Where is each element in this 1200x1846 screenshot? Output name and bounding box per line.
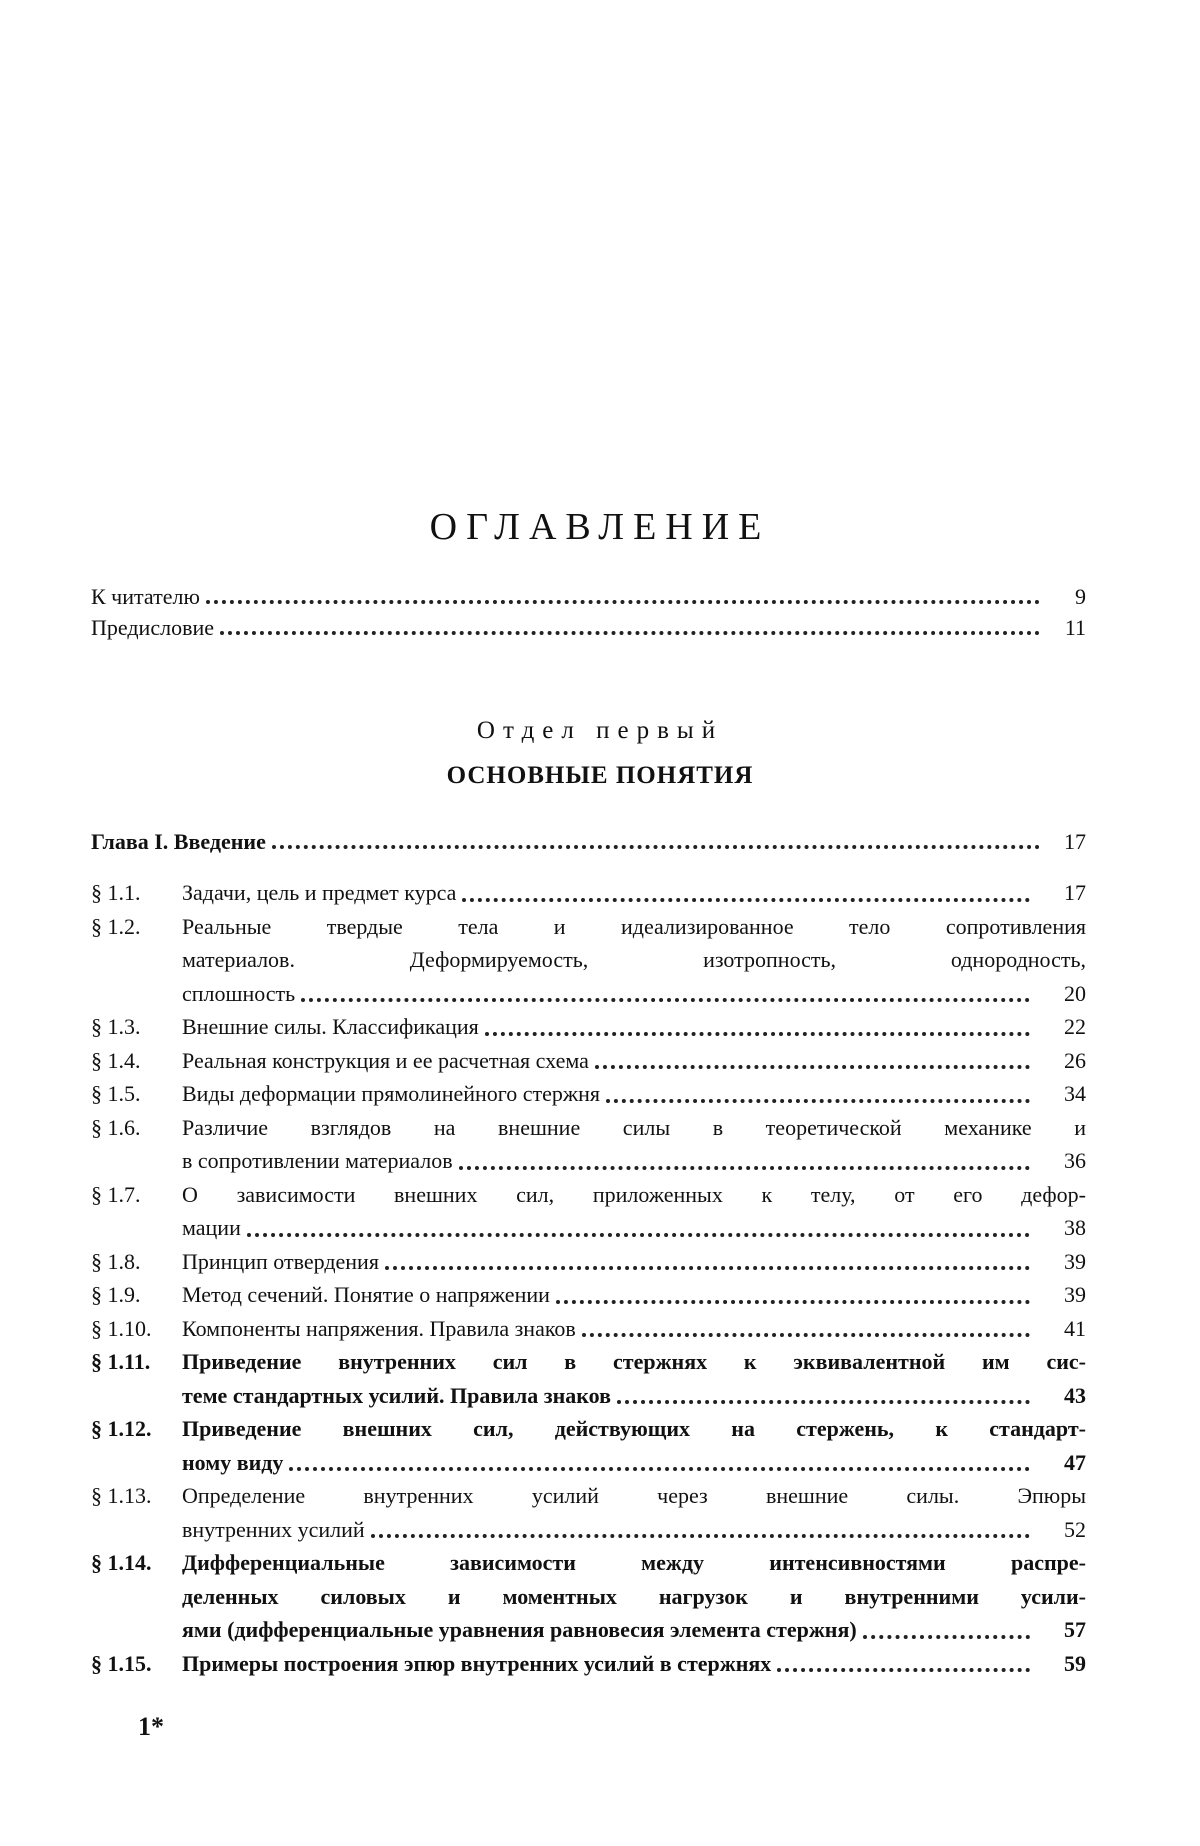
toc-page-number: 11 (1064, 615, 1086, 640)
section-body (182, 1647, 1086, 1681)
section-title: Внешние силы. Классификация (182, 1014, 479, 1039)
toc-entry[interactable] (91, 1077, 1086, 1111)
toc-page-number: 47 (1064, 1449, 1086, 1475)
toc-entry[interactable] (91, 1111, 1086, 1178)
section-title-last-line (182, 1446, 1086, 1480)
section-title: Принцип отвердения (182, 1248, 379, 1274)
toc-page-number: 20 (1064, 980, 1086, 1006)
section-number: § 1.7. (91, 1181, 141, 1207)
dot-leader (606, 1081, 1030, 1103)
toc-label: Предисловие (91, 615, 214, 640)
dot-leader (462, 880, 1030, 902)
dot-leader (485, 1014, 1030, 1036)
toc-row-chapter[interactable] (91, 829, 1086, 855)
signature-mark: 1* (138, 1712, 164, 1741)
part-name: Отдел первый (476, 717, 724, 744)
dot-leader (206, 580, 1040, 604)
section-title-last-line (182, 1211, 1086, 1245)
section-body (182, 876, 1086, 910)
section-number: § 1.11. (91, 1349, 151, 1374)
toc-label: К читателю (91, 584, 200, 609)
toc-page-number: 38 (1064, 1215, 1086, 1240)
toc-page-number: 43 (1064, 1382, 1086, 1408)
section-title: Реальная конструкция и ее расчетная схема (182, 1047, 589, 1073)
section-number: § 1.2. (91, 913, 141, 939)
toc-entry[interactable] (91, 1278, 1086, 1312)
toc-row-reader[interactable] (91, 584, 1086, 610)
section-title: в сопротивлении материалов (182, 1148, 453, 1173)
toc-entry[interactable] (91, 910, 1086, 1011)
dot-leader (595, 1047, 1030, 1069)
toc-row-preface[interactable] (91, 615, 1086, 641)
section-title-last-line (182, 1278, 1086, 1312)
section-title-line: Дифференциальные зависимости между интенсивностями распре- (182, 1550, 1086, 1575)
section-title: Задачи, цель и предмет курса (182, 880, 457, 905)
section-title-last-line (182, 876, 1086, 910)
section-number: § 1.13. (91, 1483, 152, 1508)
toc-entry[interactable] (91, 1345, 1086, 1412)
section-body (182, 1412, 1086, 1479)
toc-entry[interactable] (91, 876, 1086, 910)
section-title: ному виду (182, 1449, 284, 1475)
toc-entry[interactable] (91, 1412, 1086, 1479)
toc-page-number: 39 (1064, 1248, 1086, 1274)
section-body (182, 910, 1086, 1011)
dot-leader (863, 1617, 1030, 1639)
dot-leader (220, 611, 1040, 635)
section-title-last-line (182, 1010, 1086, 1044)
section-number: § 1.4. (91, 1047, 141, 1073)
section-number: § 1.8. (91, 1248, 141, 1274)
toc-entry[interactable] (91, 1479, 1086, 1546)
dot-leader (301, 980, 1030, 1002)
toc-entry[interactable] (91, 1312, 1086, 1346)
toc-entry[interactable] (91, 1010, 1086, 1044)
section-title-line: О зависимости внешних сил, приложенных к телу, от его дефор- (182, 1181, 1086, 1207)
section-number: § 1.14. (91, 1550, 152, 1575)
dot-leader (272, 825, 1040, 849)
toc-page-number: 57 (1064, 1617, 1086, 1642)
section-title-line: Реальные твердые тела и идеализированное тело сопротивления (182, 913, 1086, 939)
section-number: § 1.3. (91, 1014, 141, 1039)
part-subtitle: ОСНОВНЫЕ ПОНЯТИЯ (446, 762, 754, 789)
dot-leader (385, 1248, 1030, 1270)
section-title: теме стандартных усилий. Правила знаков (182, 1382, 612, 1408)
section-number: § 1.15. (91, 1650, 152, 1676)
section-title-line: материалов. Деформируемость, изотропность, однородность, (182, 947, 1086, 972)
toc-page-number: 36 (1064, 1148, 1086, 1173)
section-title-last-line (182, 1144, 1086, 1178)
section-title-line: деленных силовых и моментных нагрузок и внутренними усили- (182, 1583, 1086, 1609)
toc-page-number: 17 (1064, 880, 1086, 905)
section-title: ями (дифференциальные уравнения равновесия элемента стержня) (182, 1617, 857, 1642)
section-body (182, 1278, 1086, 1312)
toc-page-number: 26 (1064, 1047, 1086, 1073)
toc-entry[interactable] (91, 1178, 1086, 1245)
section-title-last-line (182, 1044, 1086, 1078)
section-title: сплошность (182, 980, 296, 1006)
section-title-last-line (182, 1513, 1086, 1547)
dot-leader (459, 1148, 1030, 1170)
section-number: § 1.10. (91, 1315, 152, 1341)
section-title-last-line (182, 1613, 1086, 1647)
toc-page-number: 34 (1064, 1081, 1086, 1106)
chapter-label: Глава I. Введение (91, 829, 266, 854)
section-title: Компоненты напряжения. Правила знаков (182, 1315, 576, 1341)
toc-page-number: 22 (1064, 1014, 1086, 1039)
section-body (182, 1479, 1086, 1546)
toc-page-number: 9 (1075, 584, 1086, 609)
toc-page-number: 52 (1064, 1516, 1086, 1542)
section-title: Примеры построения эпюр внутренних усилий в стержнях (182, 1650, 772, 1676)
section-number: § 1.1. (91, 880, 141, 905)
section-body (182, 1345, 1086, 1412)
section-title-last-line (182, 1379, 1086, 1413)
dot-leader (371, 1516, 1030, 1538)
section-title: Метод сечений. Понятие о напряжении (182, 1282, 550, 1307)
section-title-last-line (182, 1077, 1086, 1111)
dot-leader (289, 1449, 1030, 1471)
toc-entry[interactable] (91, 1647, 1086, 1681)
section-body (182, 1245, 1086, 1279)
section-body (182, 1077, 1086, 1111)
toc-page-number: 41 (1064, 1315, 1086, 1341)
section-title-last-line (182, 977, 1086, 1011)
dot-leader (617, 1382, 1030, 1404)
toc-page-number: 39 (1064, 1282, 1086, 1307)
toc-entry[interactable] (91, 1044, 1086, 1078)
section-title: внутренних усилий (182, 1516, 365, 1542)
section-title-last-line (182, 1312, 1086, 1346)
section-body (182, 1044, 1086, 1078)
toc-entry[interactable] (91, 1546, 1086, 1647)
section-number: § 1.5. (91, 1081, 141, 1106)
section-title-line: Определение внутренних усилий через внешние силы. Эпюры (182, 1483, 1086, 1508)
section-title: мации (182, 1215, 241, 1240)
dot-leader (556, 1282, 1030, 1304)
dot-leader (247, 1215, 1030, 1237)
section-number: § 1.9. (91, 1282, 141, 1307)
dot-leader (777, 1650, 1030, 1672)
section-title-line: Различие взглядов на внешние силы в теоретической механике и (182, 1114, 1086, 1140)
section-body (182, 1010, 1086, 1044)
section-title: Виды деформации прямолинейного стержня (182, 1081, 600, 1106)
section-body (182, 1178, 1086, 1245)
section-title-line: Приведение внешних сил, действующих на стержень, к стандарт- (182, 1416, 1086, 1441)
section-body (182, 1546, 1086, 1647)
section-title-last-line (182, 1647, 1086, 1681)
section-title-line: Приведение внутренних сил в стержнях к эквивалентной им сис- (182, 1349, 1086, 1374)
toc-entry[interactable] (91, 1245, 1086, 1279)
toc-title: ОГЛАВЛЕНИЕ (429, 506, 771, 548)
toc-page-number: 17 (1064, 829, 1086, 854)
dot-leader (582, 1315, 1030, 1337)
section-number: § 1.12. (91, 1416, 152, 1441)
section-body (182, 1111, 1086, 1178)
section-title-last-line (182, 1245, 1086, 1279)
toc-page-number: 59 (1064, 1650, 1086, 1676)
section-body (182, 1312, 1086, 1346)
section-number: § 1.6. (91, 1114, 141, 1140)
